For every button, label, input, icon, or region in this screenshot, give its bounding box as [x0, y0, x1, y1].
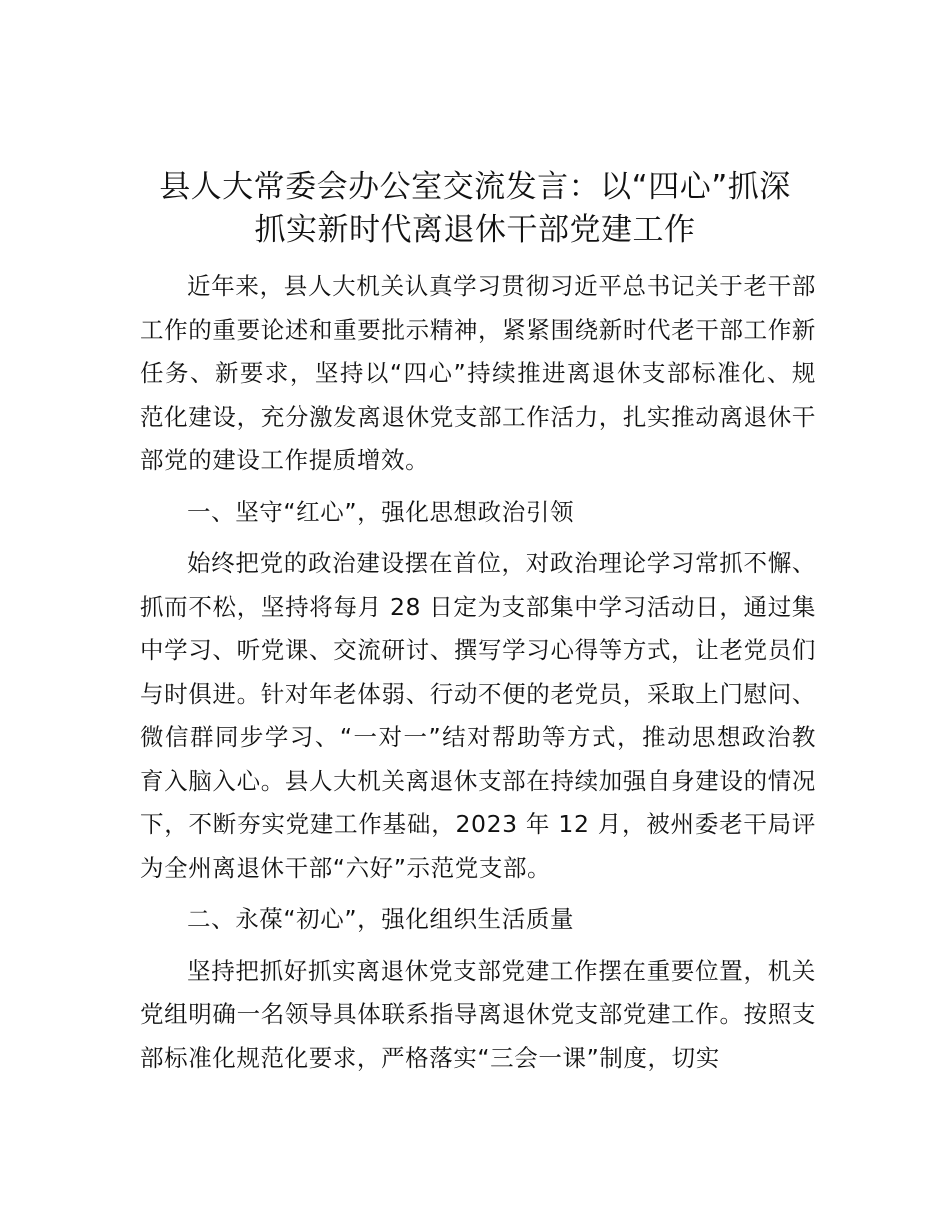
section-heading-1: 一、坚守“红心”，强化思想政治引领	[187, 497, 575, 526]
title-line-1: 县人大常委会办公室交流发言：以“四心”抓深	[159, 169, 791, 205]
document-title	[130, 166, 820, 252]
intro-paragraph: 近年来，县人大机关认真学习贯彻习近平总书记关于老干部工作的重要论述和重要批示精神，紧紧围绕新时代老干部工作新任务、新要求，坚持以“四心”持续推进离退休支部标准化、规范化建设，充分激发离退休党支部工作活力，扎实推动离退休干部党的建设工作提质增效。	[140, 272, 816, 474]
title-line-2: 抓实新时代离退休干部党建工作	[254, 212, 696, 248]
section-2-paragraph: 坚持把抓好抓实离退休党支部党建工作摆在重要位置，机关党组明确一名领导具体联系指导离退休党支部党建工作。按照支部标准化规范化要求，严格落实“三会一课”制度，切实	[140, 956, 816, 1072]
section-heading-2: 二、永葆“初心”，强化组织生活质量	[187, 905, 575, 933]
section-1-paragraph: 始终把党的政治建设摆在首位，对政治理论学习常抓不懈、抓而不松，坚持将每月 28 日定为支部集中学习活动日，通过集中学习、听党课、交流研讨、撰写学习心得等方式，让老党员们与时俱进。针对年老体弱、行动不便的老党员，采取上门慰问、微信群同步学习、“一对一”结对帮助等方式，推动思想政治教育入脑入心。县人大机关离退休支部在持续加强自身建设的情况下，不断夯实党建工作基础，2023 年 12 月，被州委老干局评为全州离退休干部“六好”示范党支部。	[140, 549, 816, 882]
document-body	[140, 265, 816, 1080]
